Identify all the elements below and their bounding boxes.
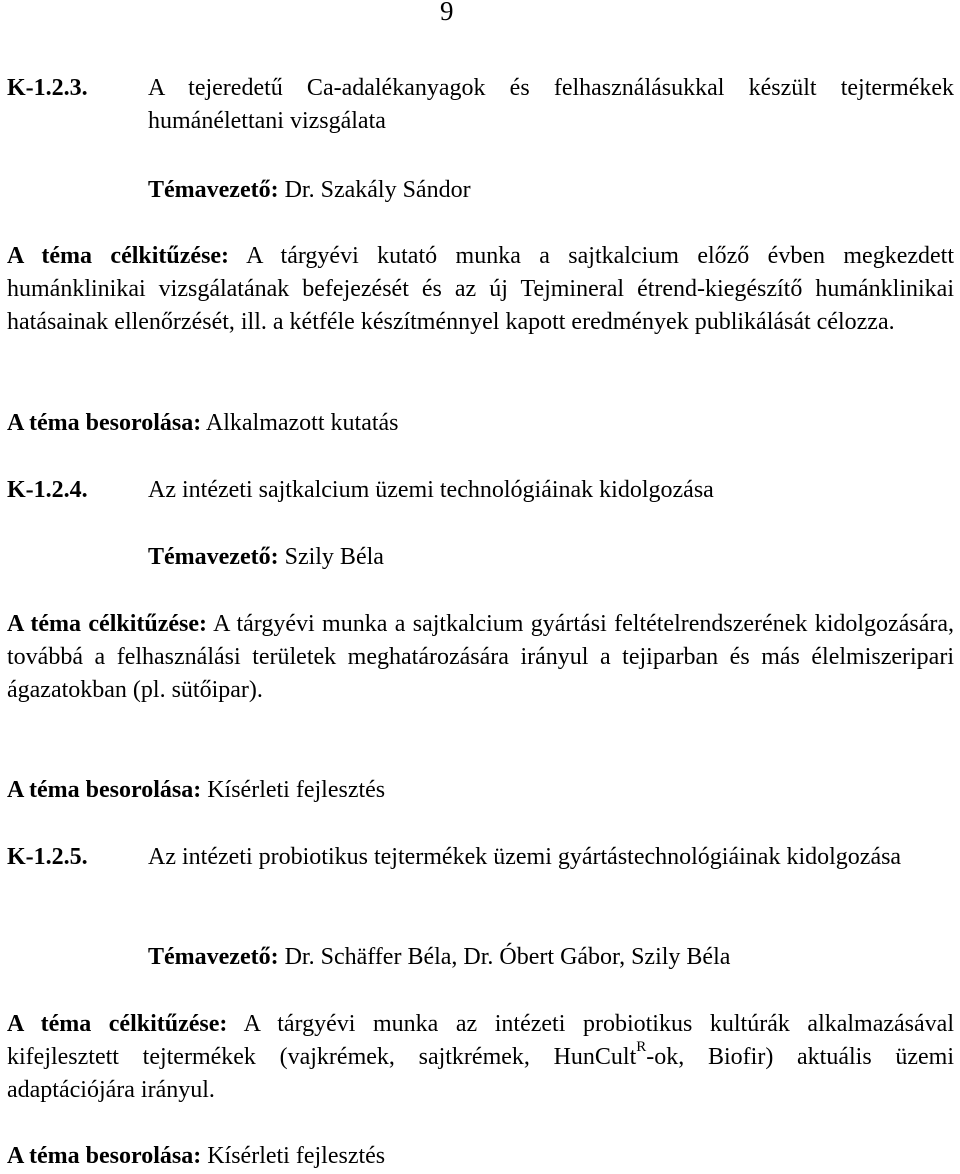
supervisor-line [148,541,948,574]
section-heading-k-1-2-3 [7,72,954,138]
supervisor-label: Témavezető: [148,544,279,570]
classification-label: A téma besorolása: [7,410,202,436]
supervisor-value: Dr. Schäffer Béla, Dr. Óbert Gábor, Szily Béla [284,944,731,970]
section-title: Az intézeti sajtkalcium üzemi technológiáinak kidolgozása [148,477,714,503]
goal-label: A téma célkitűzése: [7,243,230,269]
section-heading-k-1-2-5 [7,841,954,907]
goal-paragraph [7,1008,954,1107]
section-title: Az intézeti probiotikus tejtermékek üzemi gyártástechnológiáinak kidolgozása [148,844,902,870]
section-heading-k-1-2-4 [7,474,954,507]
goal-label: A téma célkitűzése: [7,611,208,637]
page-number: 9 [440,0,454,26]
section-code: K-1.2.3. [7,75,88,101]
classification-value: Kísérleti fejlesztés [207,1143,386,1169]
classification-line [7,407,954,440]
supervisor-value: Szily Béla [284,544,384,570]
classification-line [7,774,954,807]
supervisor-label: Témavezető: [148,177,279,203]
classification-label: A téma besorolása: [7,777,202,803]
goal-label: A téma célkitűzése: [7,1011,228,1037]
goal-paragraph [7,608,954,707]
classification-line [7,1140,954,1173]
section-code: K-1.2.4. [7,477,88,503]
goal-text: A tárgyévi kutató munka a sajtkalcium előző évben megkezdett humánklinikai vizsgálatának befejezését és az új Tejmineral étrend-kiegészítő humánklinikai hatásainak ellenőrzését, ill. a kétféle készítménnyel kapott eredmények publikálását célozza. [7,243,954,335]
classification-label: A téma besorolása: [7,1143,202,1169]
supervisor-value: Dr. Szakály Sándor [284,177,471,203]
goal-text: A tárgyévi munka a sajtkalcium gyártási feltételrendszerének kidolgozására, továbbá a felhasználási területek meghatározására irányul a tejiparban és más élelmiszeripari ágazatokban (pl. sütőipar). [7,611,954,703]
classification-value: Alkalmazott kutatás [205,410,399,436]
supervisor-line [148,174,948,207]
section-code: K-1.2.5. [7,844,88,870]
goal-text-after: -ok, Biofir) aktuális üzemi adaptációjára irányul. [7,1044,955,1103]
goal-text-before: A tárgyévi munka az intézeti probiotikus kultúrák alkalmazásával kifejlesztett tejtermékek (vajkrémek, sajtkrémek, HunCult [7,1011,954,1070]
registered-mark: R [636,1039,647,1055]
section-title: A tejeredetű Ca-adalékanyagok és felhasználásukkal készült tejtermékek humánélettani vizsgálata [148,75,954,134]
supervisor-label: Témavezető: [148,944,279,970]
classification-value: Kísérleti fejlesztés [207,777,386,803]
goal-paragraph [7,240,954,339]
supervisor-line [148,941,948,974]
